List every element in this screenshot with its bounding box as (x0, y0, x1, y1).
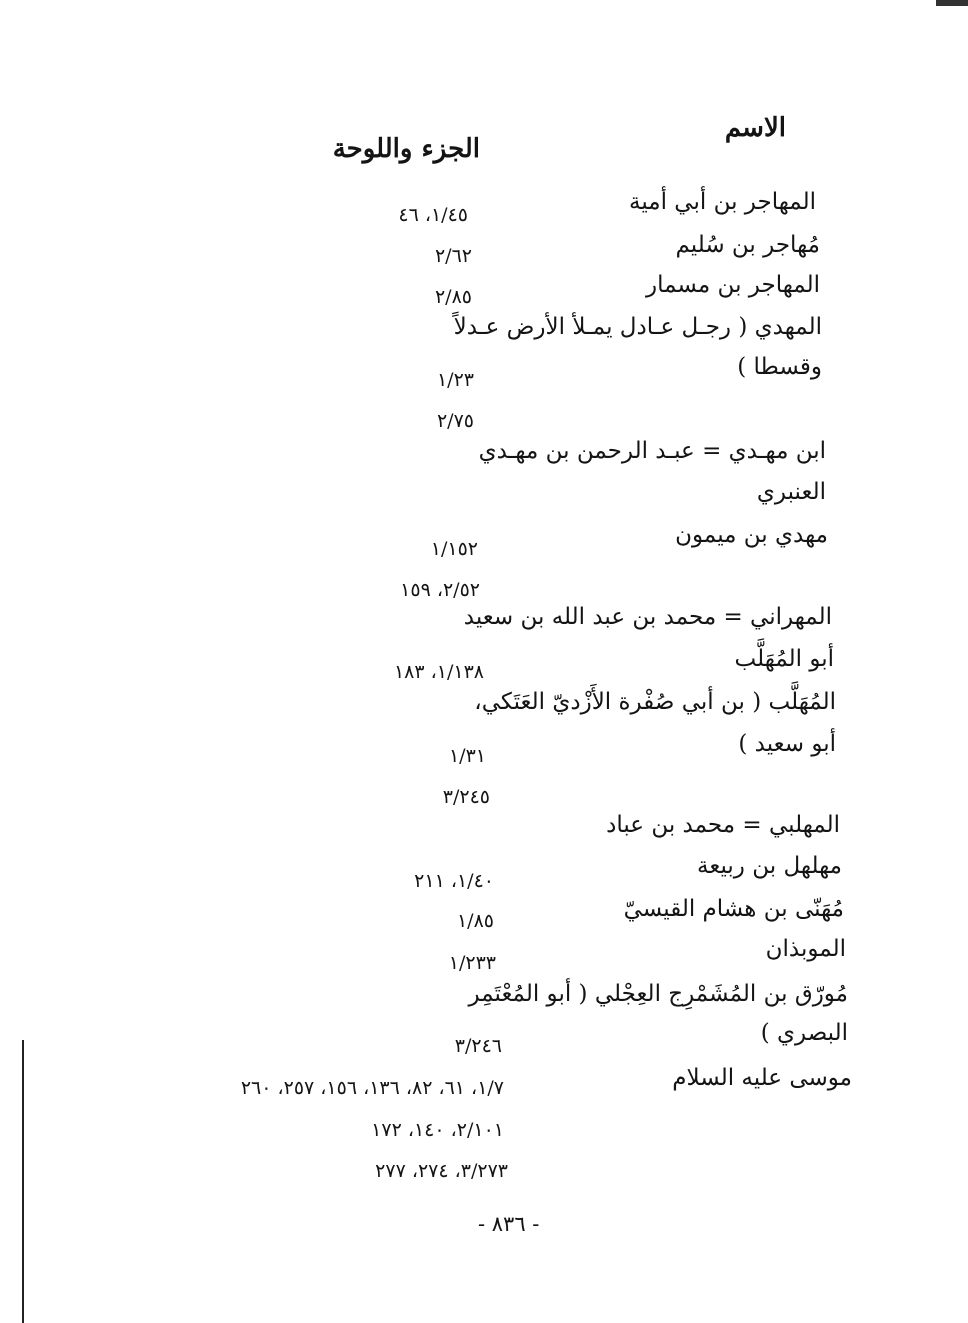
entry-name: المهراني = محمد بن عبد الله بن سعيد (463, 604, 832, 630)
entry-ref: ٣/٢٤٦ (454, 1035, 502, 1057)
entry-name: مهلهل بن ربيعة (697, 853, 842, 879)
scan-edge-line (22, 1040, 24, 1323)
entry-name: الموبذان (765, 936, 846, 962)
scan-corner-mark (936, 0, 968, 6)
entry-name-continued: البصري ) (760, 1020, 848, 1046)
entry-ref: ١/٨٥ (456, 910, 494, 932)
entry-ref: ٢/٧٥ (436, 410, 474, 432)
entry-name-continued: العنبري (756, 479, 826, 505)
entry-name: المهاجر بن مسمار (646, 272, 820, 298)
entry-name-continued: أبو سعيد ) (738, 731, 836, 757)
entry-name: المهاجر بن أبي أمية (629, 189, 816, 215)
entry-ref: ١/٢٣ (436, 369, 474, 391)
entry-name-continued: وقسطا ) (737, 354, 822, 380)
entry-name: المهدي ( رجـل عـادل يمـلأ الأرض عـدلاً (453, 314, 822, 340)
entry-name: مُهَنّى بن هشام القيسيّ (623, 896, 844, 922)
entry-ref: ١/٧، ٦١، ٨٢، ١٣٦، ١٥٦، ٢٥٧، ٢٦٠ (240, 1077, 504, 1099)
entry-ref: ٢/١٠١، ١٤٠، ١٧٢ (371, 1119, 504, 1141)
entry-name: موسى عليه السلام (672, 1065, 852, 1091)
entry-name: أبو المُهَلَّب (734, 646, 834, 672)
entry-ref: ١/٣١ (448, 745, 486, 767)
entry-name: مُهاجر بن سُليم (675, 232, 820, 258)
header-name-column: الاسم (724, 113, 786, 143)
entry-name: المهلبي = محمد بن عباد (606, 812, 840, 838)
entry-ref: ٣/٢٤٥ (442, 786, 490, 808)
entry-ref: ١/٤٠، ٢١١ (414, 870, 494, 892)
entry-name: مهدي بن ميمون (675, 522, 828, 548)
entry-ref: ٢/٦٢ (434, 245, 472, 267)
entry-ref: ٢/٥٢، ١٥٩ (400, 579, 480, 601)
entry-ref: ٢/٨٥ (434, 286, 472, 308)
entry-ref: ١/٤٥، ٤٦ (398, 204, 468, 226)
entry-name: ابن مهـدي = عبـد الرحمن بن مهـدي (478, 438, 826, 464)
entry-ref: ١/١٥٢ (430, 538, 478, 560)
header-ref-column: الجزء واللوحة (332, 134, 480, 164)
entry-ref: ١/٢٣٣ (448, 952, 496, 974)
entry-ref: ١/١٣٨، ١٨٣ (393, 661, 484, 683)
entry-name: مُورّق بن المُشَمْرِج العِجْلي ( أبو المُعْتَمِر (468, 981, 848, 1007)
page-number: - ٨٣٦ - (478, 1212, 540, 1236)
entry-name: المُهَلَّب ( بن أبي صُفْرة الأَزْديّ العَتَكي، (474, 689, 836, 715)
entry-ref: ٣/٢٧٣، ٢٧٤، ٢٧٧ (375, 1160, 508, 1182)
